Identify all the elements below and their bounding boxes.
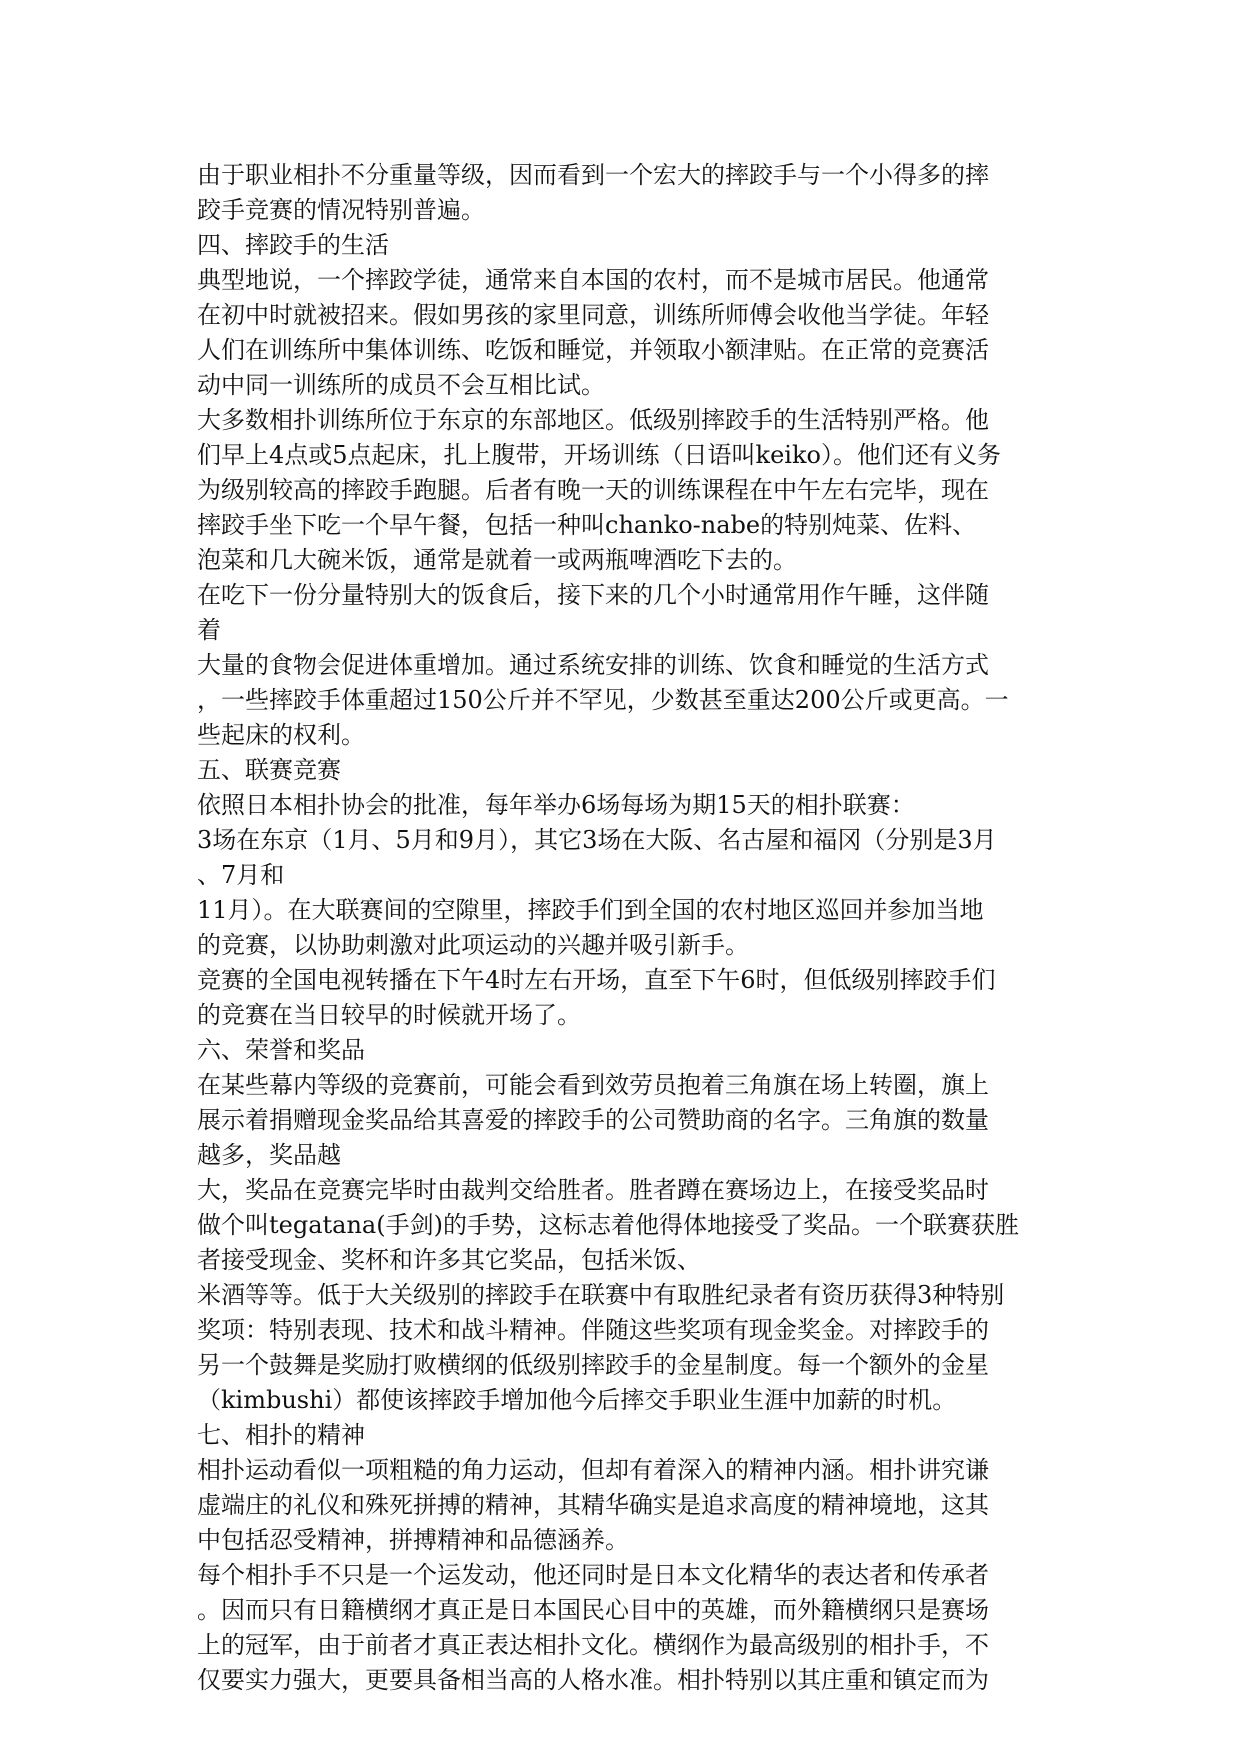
text-line: 展示着捐赠现金奖品给其喜爱的摔跤手的公司赞助商的名字。三角旗的数量 — [197, 1106, 989, 1134]
text-line: 竞赛的全国电视转播在下午4时左右开场，直至下午6时，但低级别摔跤手们 — [197, 966, 996, 994]
text-line: 四、摔跤手的生活 — [197, 231, 389, 259]
text-line: 人们在训练所中集体训练、吃饭和睡觉，并领取小额津贴。在正常的竞赛活 — [197, 336, 989, 364]
text-line: 在某些幕内等级的竞赛前，可能会看到效劳员抱着三角旗在场上转圈，旗上 — [197, 1071, 989, 1099]
text-line: 着 — [197, 616, 221, 644]
text-line: 依照日本相扑协会的批准，每年举办6场每场为期15天的相扑联赛： — [197, 791, 915, 819]
text-line: 在吃下一份分量特别大的饭食后，接下来的几个小时通常用作午睡，这伴随 — [197, 581, 989, 609]
text-line: 跤手竞赛的情况特别普遍。 — [197, 196, 485, 224]
text-line: 。因而只有日籍横纲才真正是日本国民心目中的英雄，而外籍横纲只是赛场 — [197, 1596, 989, 1624]
text-line: 动中同一训练所的成员不会互相比试。 — [197, 371, 605, 399]
text-line: 们早上4点或5点起床，扎上腹带，开场训练（日语叫keiko）。他们还有义务 — [197, 441, 1001, 469]
text-line: 大多数相扑训练所位于东京的东部地区。低级别摔跤手的生活特别严格。他 — [197, 406, 989, 434]
text-line: 仅要实力强大，更要具备相当高的人格水准。相扑特别以其庄重和镇定而为 — [197, 1666, 989, 1694]
text-line: 典型地说，一个摔跤学徒，通常来自本国的农村，而不是城市居民。他通常 — [197, 266, 989, 294]
text-line: 大，奖品在竞赛完毕时由裁判交给胜者。胜者蹲在赛场边上，在接受奖品时 — [197, 1176, 989, 1204]
text-line: 11月）。在大联赛间的空隙里，摔跤手们到全国的农村地区巡回并参加当地 — [197, 896, 984, 924]
text-line: 、7月和 — [197, 861, 285, 889]
text-line: 虚端庄的礼仪和殊死拼搏的精神，其精华确实是追求高度的精神境地，这其 — [197, 1491, 989, 1519]
text-line: 上的冠军，由于前者才真正表达相扑文化。横纲作为最高级别的相扑手，不 — [197, 1631, 989, 1659]
text-line: 些起床的权利。 — [197, 721, 365, 749]
text-line: 相扑运动看似一项粗糙的角力运动，但却有着深入的精神内涵。相扑讲究谦 — [197, 1456, 989, 1484]
text-line: （kimbushi）都使该摔跤手增加他今后摔交手职业生涯中加薪的时机。 — [197, 1386, 957, 1414]
text-line: 3场在东京（1月、5月和9月），其它3场在大阪、名古屋和福冈（分别是3月 — [197, 826, 997, 854]
text-line: 在初中时就被招来。假如男孩的家里同意，训练所师傅会收他当学徒。年轻 — [197, 301, 989, 329]
text-line: 摔跤手坐下吃一个早午餐，包括一种叫chanko-nabe的特别炖菜、佐料、 — [197, 511, 977, 539]
text-line: 的竞赛，以协助刺激对此项运动的兴趣并吸引新手。 — [197, 931, 749, 959]
text-line: 另一个鼓舞是奖励打败横纲的低级别摔跤手的金星制度。每一个额外的金星 — [197, 1351, 989, 1379]
text-line: 为级别较高的摔跤手跑腿。后者有晚一天的训练课程在中午左右完毕，现在 — [197, 476, 989, 504]
text-line: 大量的食物会促进体重增加。通过系统安排的训练、饮食和睡觉的生活方式 — [197, 651, 989, 679]
text-line: 由于职业相扑不分重量等级，因而看到一个宏大的摔跤手与一个小得多的摔 — [197, 161, 989, 189]
text-line: 泡菜和几大碗米饭，通常是就着一或两瓶啤酒吃下去的。 — [197, 546, 797, 574]
text-line: 奖项：特别表现、技术和战斗精神。伴随这些奖项有现金奖金。对摔跤手的 — [197, 1316, 989, 1344]
text-line: 中包括忍受精神，拼搏精神和品德涵养。 — [197, 1526, 629, 1554]
text-line: 每个相扑手不只是一个运发动，他还同时是日本文化精华的表达者和传承者 — [197, 1561, 989, 1589]
text-line: 七、相扑的精神 — [197, 1421, 365, 1449]
text-line: 六、荣誉和奖品 — [197, 1036, 365, 1064]
text-line: 米酒等等。低于大关级别的摔跤手在联赛中有取胜纪录者有资历获得3种特别 — [197, 1281, 1005, 1309]
text-line: 五、联赛竞赛 — [197, 756, 341, 784]
text-line: 的竞赛在当日较早的时候就开场了。 — [197, 1001, 581, 1029]
document-body — [197, 158, 1057, 1698]
text-line: 做个叫tegatana(手剑)的手势，这标志着他得体地接受了奖品。一个联赛获胜 — [197, 1211, 1019, 1239]
text-line: 越多，奖品越 — [197, 1141, 341, 1169]
text-line: ，一些摔跤手体重超过150公斤并不罕见，少数甚至重达200公斤或更高。一 — [197, 686, 1009, 714]
text-line: 者接受现金、奖杯和许多其它奖品，包括米饭、 — [197, 1246, 701, 1274]
